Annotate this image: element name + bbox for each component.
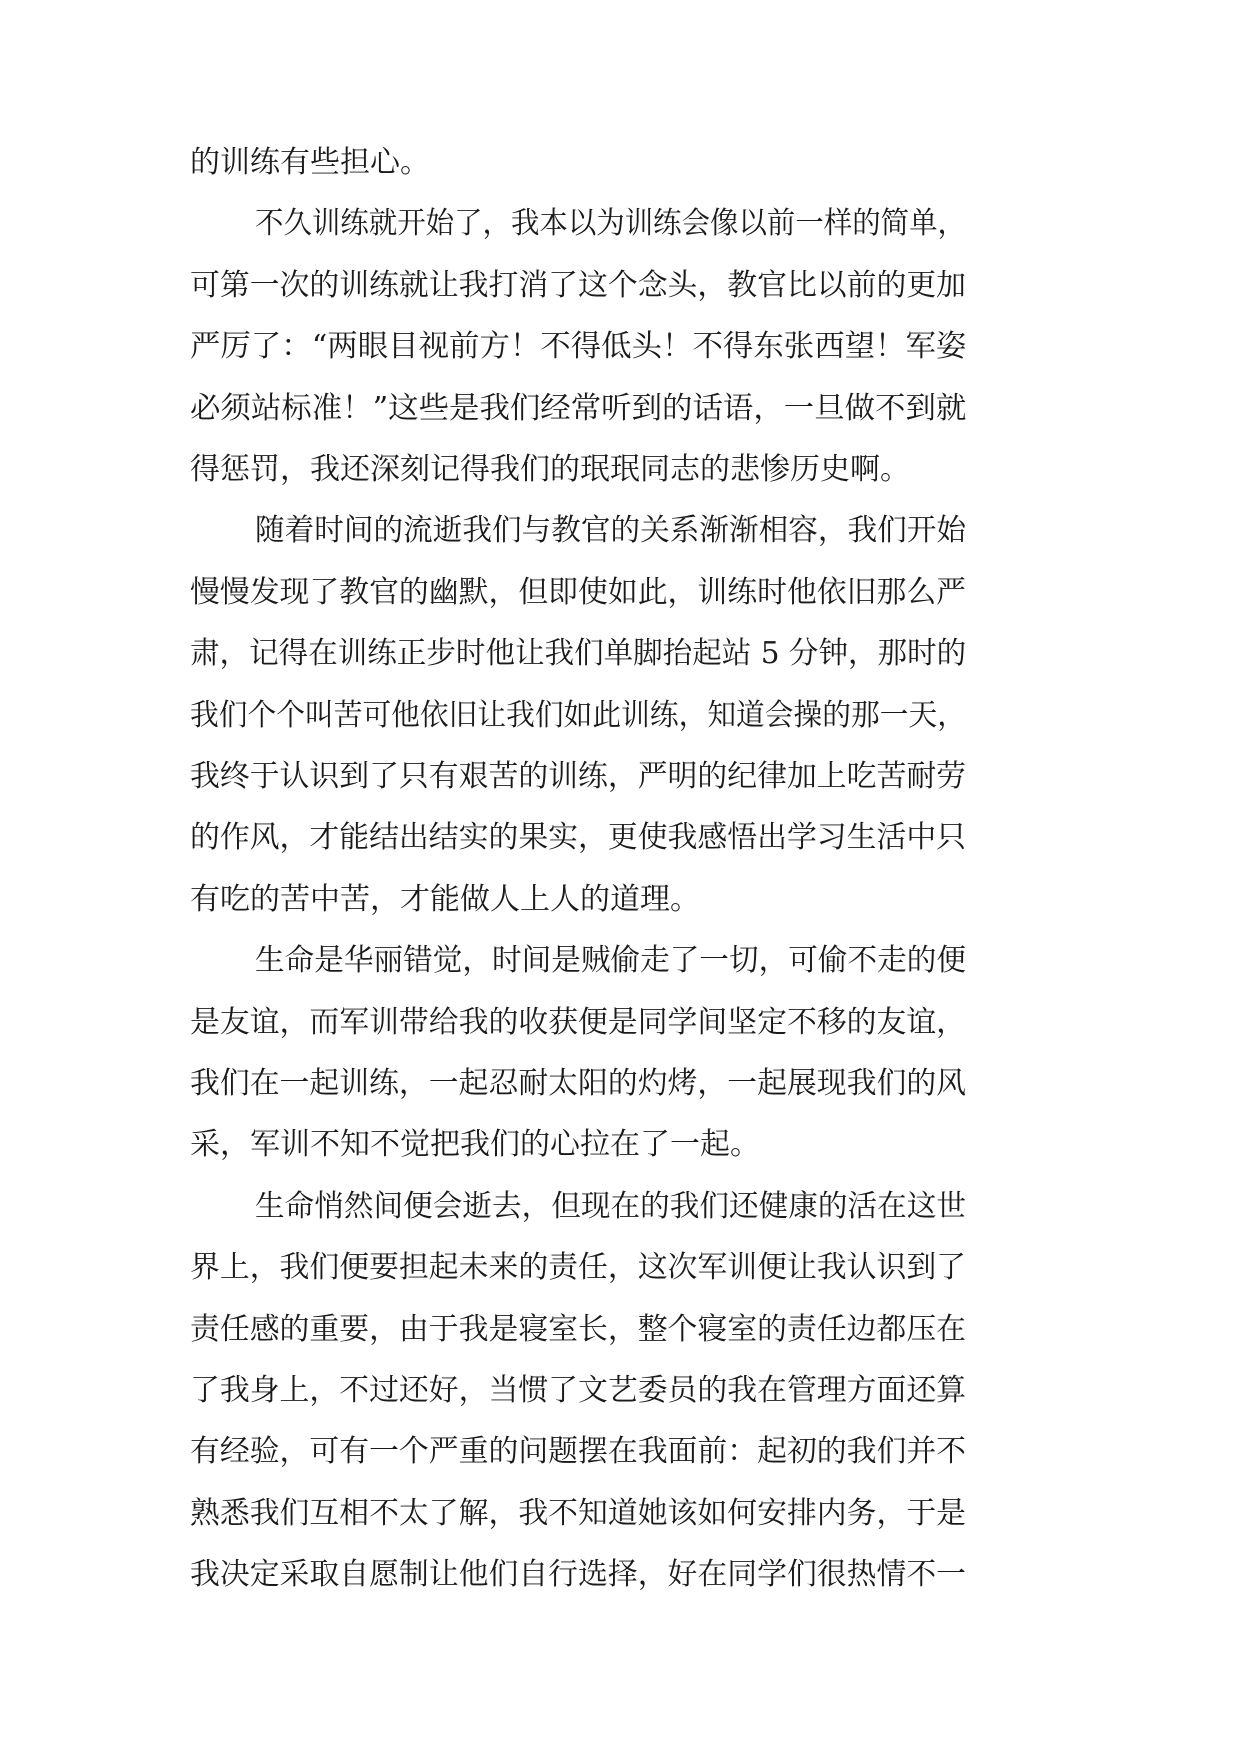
text-line: 界上，我们便要担起未来的责任，这次军训便让我认识到了: [190, 1250, 967, 1286]
text-line: 是友谊，而军训带给我的收获便是同学间坚定不移的友谊，: [190, 1004, 967, 1040]
text-line: 可第一次的训练就让我打消了这个念头，教官比以前的更加: [190, 267, 967, 303]
text-line: 生命悄然间便会逝去，但现在的我们还健康的活在这世: [255, 1188, 966, 1224]
text-line: 责任感的重要，由于我是寝室长，整个寝室的责任边都压在: [190, 1311, 967, 1347]
text-line: 得惩罚，我还深刻记得我们的珉珉同志的悲惨历史啊。: [190, 452, 910, 487]
text-line: 我们在一起训练，一起忍耐太阳的灼烤，一起展现我们的风: [190, 1066, 967, 1101]
text-line: 不久训练就开始了，我本以为训练会像以前一样的简单，: [255, 206, 966, 242]
text-line: 慢慢发现了教官的幽默，但即使如此，训练时他依旧那么严: [190, 574, 967, 610]
text-line: 必须站标准！”这些是我们经常听到的话语，一旦做不到就: [190, 390, 967, 426]
text-line: 采，军训不知不觉把我们的心拉在了一起。: [190, 1127, 760, 1163]
text-line: 我终于认识到了只有艰苦的训练，严明的纪律加上吃苦耐劳: [190, 759, 967, 794]
text-line: 有经验，可有一个严重的问题摆在我面前：起初的我们并不: [190, 1434, 967, 1470]
text-line: 我决定采取自愿制让他们自行选择，好在同学们很热情不一: [190, 1557, 967, 1593]
text-line: 熟悉我们互相不太了解，我不知道她该如何安排内务，于是: [190, 1495, 967, 1531]
text-line: 的作风，才能结出结实的果实，更使我感悟出学习生活中只: [190, 820, 967, 856]
text-line: 了我身上，不过还好，当惯了文艺委员的我在管理方面还算: [190, 1373, 967, 1408]
text-line: 我们个个叫苦可他依旧让我们如此训练，知道会操的那一天，: [190, 697, 966, 733]
text-line: 有吃的苦中苦，才能做人上人的道理。: [190, 881, 700, 917]
text-line: 严厉了：“两眼目视前方！不得低头！不得东张西望！军姿: [190, 329, 967, 365]
text-line: 随着时间的流逝我们与教官的关系渐渐相容，我们开始: [255, 513, 966, 549]
text-line: 肃，记得在训练正步时他让我们单脚抬起站 5 分钟，那时的: [190, 636, 967, 672]
text-line: 的训练有些担心。: [190, 145, 430, 180]
text-line: 生命是华丽错觉，时间是贼偷走了一切，可偷不走的便: [255, 943, 966, 979]
